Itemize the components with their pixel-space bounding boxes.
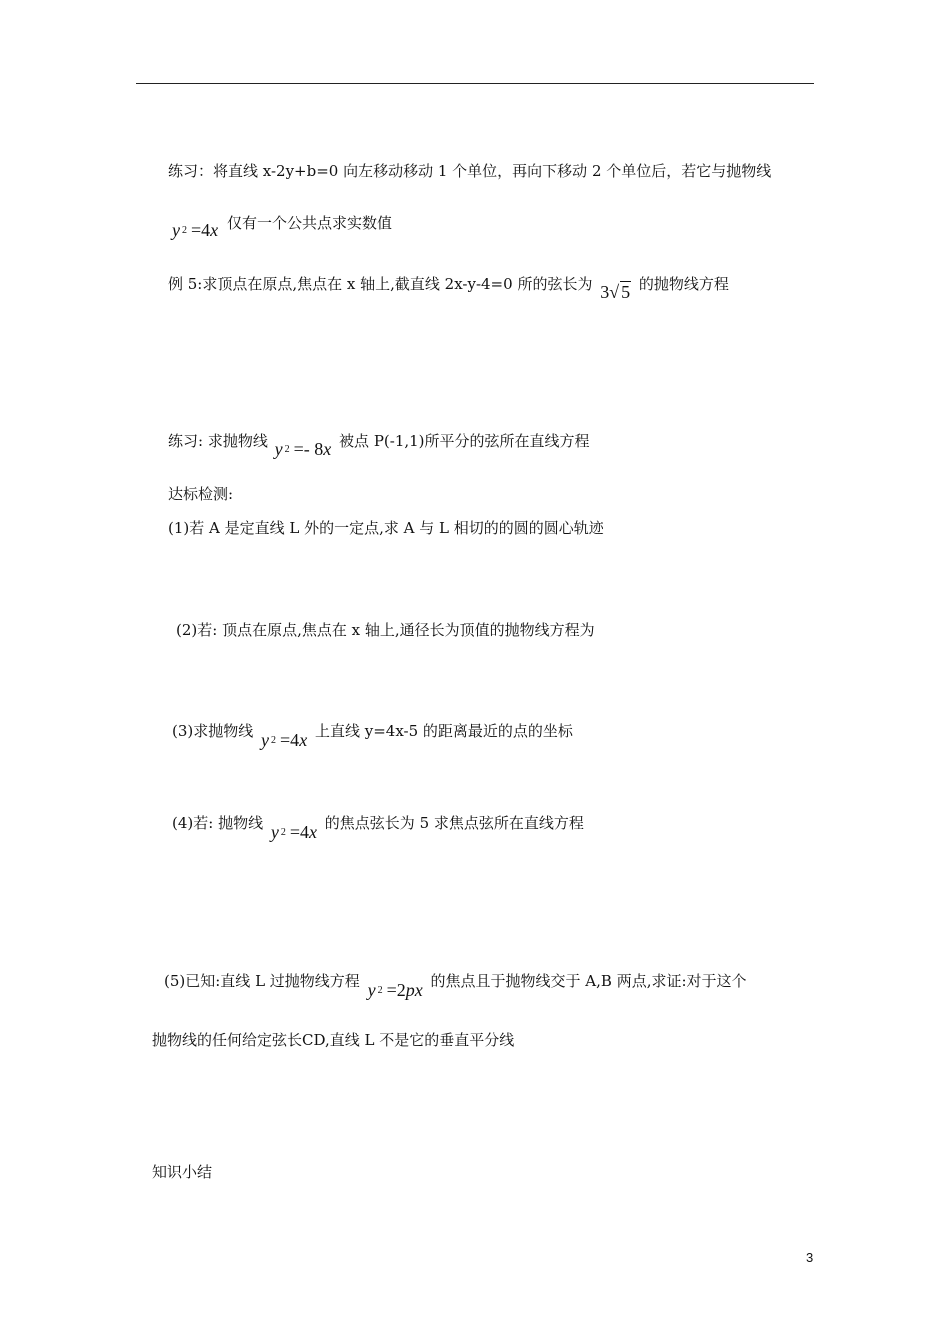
equation-y2-4x-q4: y $^2$ =4x [270,822,318,842]
question-1: (1)若 A 是定直线 L 外的一定点,求 A 与 L 相切的的圆的圆心轨迹 [168,519,604,537]
question-3-tail: 上直线 y=4x-5 的距离最近的点的坐标 [314,722,573,740]
sqrt-symbol: √ 5 [609,282,631,302]
example-5-line [168,272,729,302]
question-4-line [172,812,584,842]
chord-length-3sqrt5: 3√ 5 [600,282,631,302]
example-5-tail: 的抛物线方程 [638,275,729,293]
question-5-line [164,970,747,1000]
practice-2-text: 练习: 求抛物线 [168,432,268,450]
equation-y2-2px: y $^2$ =2px [367,980,423,1000]
question-4-text: (4)若: 抛物线 [172,814,264,832]
practice-2-line [168,430,590,459]
practice-1-text: 练习：将直线 x-2y+b=0 向左移动移动 1 个单位，再向下移动 2 个单位后，若它与抛物线 [168,162,772,180]
section-heading-summary: 知识小结 [152,1163,213,1181]
question-3-line [172,720,573,750]
section-heading-check: 达标检测: [168,485,234,503]
question-5-continuation: 抛物线的任何给定弦长CD,直线 L 不是它的垂直平分线 [152,1031,515,1049]
question-5-text: (5)已知:直线 L 过抛物线方程 [164,972,360,990]
question-3-text: (3)求抛物线 [172,722,254,740]
practice-1-line-2 [172,214,392,244]
page-number: 3 [806,1250,814,1265]
question-5-tail: 的焦点且于抛物线交于 A,B 两点,求证:对于这个 [430,972,747,990]
practice-2-tail: 被点 P(-1,1)所平分的弦所在直线方程 [339,432,590,450]
equation-y2-neg8x: y $^2$ =- 8x [274,439,332,459]
example-5-text: 例 5:求顶点在原点,焦点在 x 轴上,截直线 2x-y-4=0 所的弦长为 [168,275,593,293]
question-4-tail: 的焦点弦长为 5 求焦点弦所在直线方程 [324,814,584,832]
header-rule [136,83,814,84]
equation-y2-4x: y $^2$ =4x [172,220,219,240]
equation-y2-4x-q3: y $^2$ =4x [261,730,308,750]
practice-1-tail: 仅有一个公共点求实数值 [226,214,392,232]
question-2: (2)若: 顶点在原点,焦点在 x 轴上,通径长为顶值的抛物线方程为 [176,621,595,639]
